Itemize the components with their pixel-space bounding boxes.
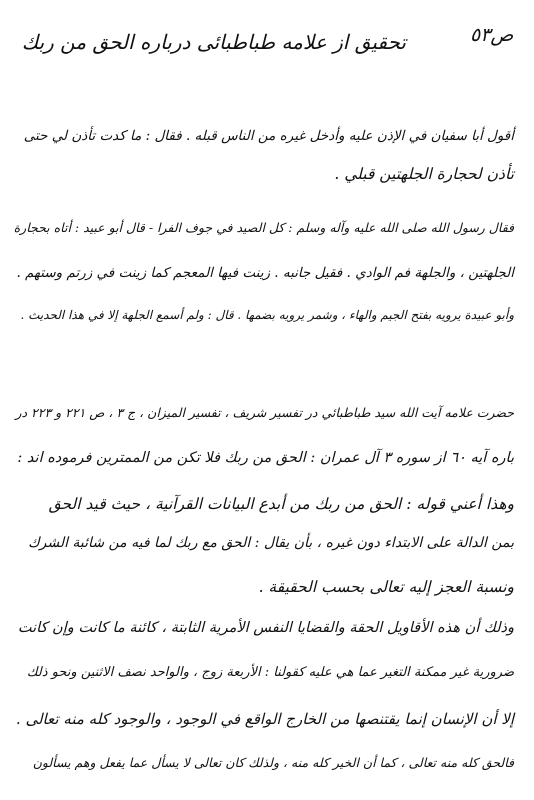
text-line-2: تأذن لحجارة الجلهتين قبلي . bbox=[334, 165, 514, 183]
text-line-14: فالحق كله منه تعالى ، كما أن الخير كله منه ، ولذلك كان تعالى لا يسأل عما يفعل وهم يسألون bbox=[32, 755, 514, 770]
page-number: ص٥٣ bbox=[470, 24, 514, 46]
text-line-11: وذلك أن هذه الأقاويل الحقة والقضايا النفس الأمرية الثابتة ، كائنة ما كانت وإن كانت bbox=[17, 620, 514, 636]
text-line-10: ونسبة العجز إليه تعالى بحسب الحقيقة . bbox=[258, 578, 514, 596]
text-line-12: ضرورية غير ممكنة التغير عما هي عليه كقولنا : الأربعة زوج ، والواحد نصف الاثنين ونحو ذلك bbox=[26, 665, 514, 680]
text-line-7: باره آيه ٦٠ از سوره ٣ آل عمران : الحق من ربك فلا تكن من الممترين فرموده اند : bbox=[17, 450, 514, 466]
text-line-13: إلا أن الإنسان إنما يقتنصها من الخارج الواقع في الوجود ، والوجود كله منه تعالى . bbox=[15, 710, 514, 728]
text-line-5: وأبو عبيدة يرويه بفتح الجيم والهاء ، وشمر يرويه بضمها . قال : ولم أسمع الجلهة إلا في هذا الحديث . bbox=[20, 308, 514, 322]
text-line-1: أقول أبا سفيان في الإذن عليه وأدخل غيره من الناس قبله . فقال : ما كدت تأذن لي حتى bbox=[23, 128, 514, 144]
page-title: تحقيق از علامه طباطبائی درباره الحق من ربك bbox=[21, 30, 406, 54]
text-line-4: الجلهتين ، والجلهة فم الوادي . فقيل جانبه . زينت فيها المعجم كما زينت في زرتم وستهم . bbox=[16, 265, 514, 281]
text-line-3: فقال رسول الله صلى الله عليه وآله وسلم : كل الصيد في جوف الفرا - قال أبو عبيد : أتاه بحجارة bbox=[13, 220, 514, 235]
text-line-9: بمن الدالة على الابتداء دون غيره ، بأن يقال : الحق مع ربك لما فيه من شائبة الشرك bbox=[28, 535, 514, 551]
text-line-8: وهذا أعني قوله : الحق من ربك من أبدع البيانات القرآنية ، حيث قيد الحق bbox=[48, 495, 514, 513]
text-line-6: حضرت علامه آيت الله سيد طباطبائي در تفسير شريف ، تفسير الميزان ، ج ٣ ، ص ٢٢١ و ٢٢٣ در bbox=[15, 405, 514, 420]
